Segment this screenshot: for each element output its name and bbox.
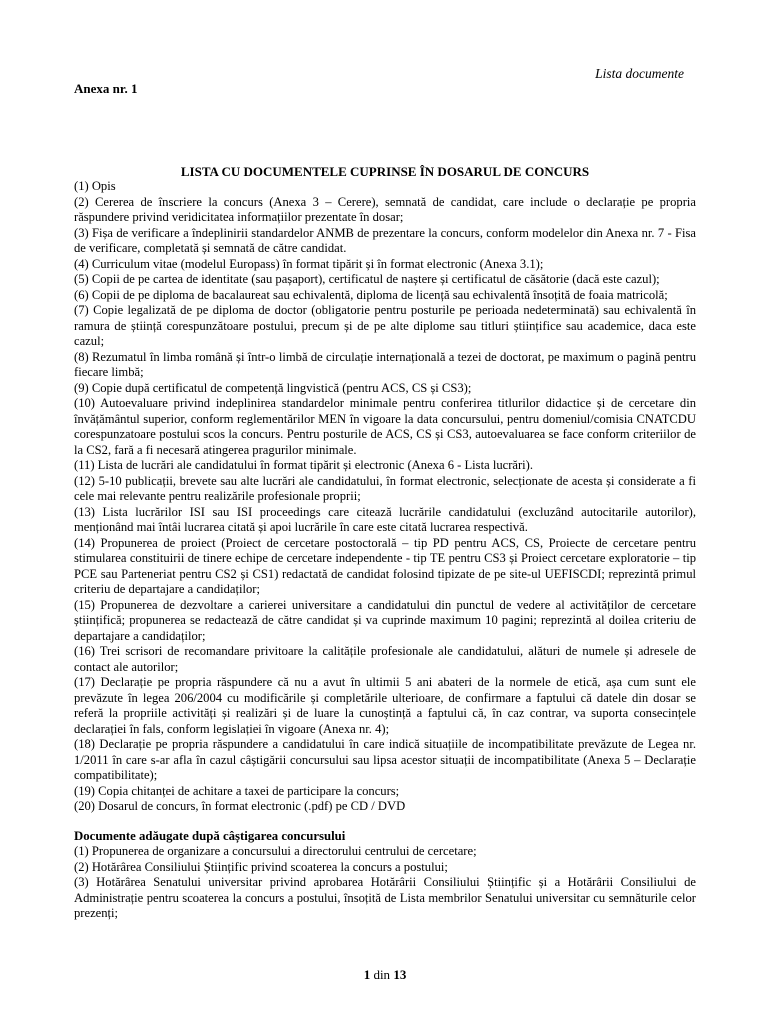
list-item: (3) Hotărârea Senatului universitar privind aprobarea Hotărârii Consiliului Științific și a Hotărârii Consiliului de Administrație pentru scoaterea la concurs a postului, însoțită de Lista membrilor Senatului universitar cu semnăturile celor prezenți; [74, 875, 696, 920]
list-item: (7) Copie legalizată de pe diploma de doctor (obligatorie pentru posturile pe perioada nedeterminată) sau echivalentă în ramura de știință corespunzătoare postului, precum și de pe alte diplome sau titluri științifice sau academice, daca este cazul; [74, 303, 696, 348]
page-current: 1 [363, 967, 371, 982]
page-title: LISTA CU DOCUMENTELE CUPRINSE ÎN DOSARUL DE CONCURS [180, 164, 590, 179]
list-item: (1) Propunerea de organizare a concursului a directorului centrului de cercetare; [74, 844, 477, 858]
page-separator: din [373, 967, 391, 982]
list-item: (2) Hotărârea Consiliului Științific privind scoaterea la concurs a postului; [74, 859, 448, 874]
list-item: (20) Dosarul de concurs, în format electronic (.pdf) pe CD / DVD [74, 799, 406, 813]
list-item: (10) Autoevaluare privind indeplinirea standardelor minimale pentru conferirea titlurilor didactice și de cercetare din învățământul superior, conform reglementărilor MEN în vigoare la data concursului, pentru domeniul/comisia CNATCDU corespunzatoare postului scos la concurs. Pentru posturile de ACS, CS și CS3, autoevaluarea se face conform criteriilor de la CS2, fară a fi necesară atingerea pragurilor minimale. [74, 396, 696, 457]
list-item: (13) Lista lucrărilor ISI sau ISI proceedings care citează lucrările candidatului (excluzând autocitarile autorilor), menționând mai întâi lucrarea citată și apoi lucrările în care este citată lucrarea respectivă. [74, 504, 696, 534]
list-item: (11) Lista de lucrări ale candidatului în format tipărit și electronic (Anexa 6 - Lista lucrări). [74, 458, 534, 472]
list-item: (17) Declarație pe propria răspundere că nu a avut în ultimii 5 ani abateri de la normele de etică, așa cum sunt ele prevăzute în legea 206/2004 cu modificările și completările ulterioare, de confirmare a faptului că datele din dosar se referă la propriile activități și realizări și de luare la cunoștință a faptului că, în caz contrar, va suporta consecințele declarației în fals, conform legislației în vigoare (Anexa nr. 4); [74, 675, 696, 736]
page-number [0, 967, 770, 983]
document-list [74, 179, 696, 922]
annex-label: Anexa nr. 1 [74, 81, 138, 96]
list-item: (12) 5-10 publicații, brevete sau alte lucrări ale candidatului, în format electronic, selecționate de acesta și considerate a fi cele mai relevante pentru realizările profesionale proprii; [74, 473, 696, 503]
list-item: (2) Cererea de înscriere la concurs (Anexa 3 – Cerere), semnată de candidat, care include o declarație pe propria răspundere privind veridicitatea informațiilor prezentate în dosar; [74, 194, 696, 224]
page-total: 13 [393, 967, 407, 982]
list-item: (6) Copii de pe diploma de bacalaureat sau echivalentă, diploma de licență sau echivalentă însoțită de foaia matricolă; [74, 287, 668, 302]
document-type-label: Lista documente [595, 66, 684, 81]
list-item: (3) Fișa de verificare a îndeplinirii standardelor ANMB de prezentare la concurs, conform modelelor din Anexa nr. 7 - Fisa de verificare, completată și semnată de către candidat. [74, 225, 696, 255]
list-item: (14) Propunerea de proiect (Proiect de cercetare postoctorală – tip PD pentru ACS, CS, Proiecte de cercetare pentru stimularea constituirii de tinere echipe de cercetare independente - tip TE pentru CS3 și Proiect cercetare exploratorie – tip PCE sau Parteneriat pentru CS2 și CS1) redactată de candidat folosind tipizate de pe site-ul UEFISCDI; reprezintă primul criteriu de departajare a candidaților; [74, 535, 696, 596]
list-item: (18) Declarație pe propria răspundere a candidatului în care indică situațiile de incompatibilitate prevăzute de Legea nr. 1/2011 în care s-ar afla în cazul câștigării concursului sau lipsa acestor situații de incompatibilitate (Anexa 5 – Declarație compatibilitate); [74, 737, 696, 782]
list-item: (9) Copie după certificatul de competență lingvistică (pentru ACS, CS și CS3); [74, 380, 472, 395]
list-item: (4) Curriculum vitae (modelul Europass) în format tipărit și în format electronic (Anexa 3.1); [74, 256, 544, 271]
list-item: (16) Trei scrisori de recomandare privitoare la calitățile profesionale ale candidatului, alături de numele și adresele de contact ale autorilor; [74, 644, 696, 674]
list-item: (19) Copia chitanței de achitare a taxei de participare la concurs; [74, 783, 400, 798]
list-item: (1) Opis [74, 179, 116, 193]
list-item: (8) Rezumatul în limba română și într-o limbă de circulație internațională a tezei de doctorat, pe maximum o pagină pentru fiecare limbă; [74, 349, 696, 379]
section-heading: Documente adăugate după câștigarea concursului [74, 828, 346, 843]
list-item: (15) Propunerea de dezvoltare a carierei universitare a candidatului din punctul de vedere al activităților de cercetare științifică; propunerea se redactează de către candidat și va cuprinde maximum 10 pagini; reprezintă al doilea criteriu de departajare a candidaților; [74, 597, 696, 643]
list-item: (5) Copii de pe cartea de identitate (sau pașaport), certificatul de naștere și certificatul de căsătorie (dacă este cazul); [74, 272, 660, 286]
